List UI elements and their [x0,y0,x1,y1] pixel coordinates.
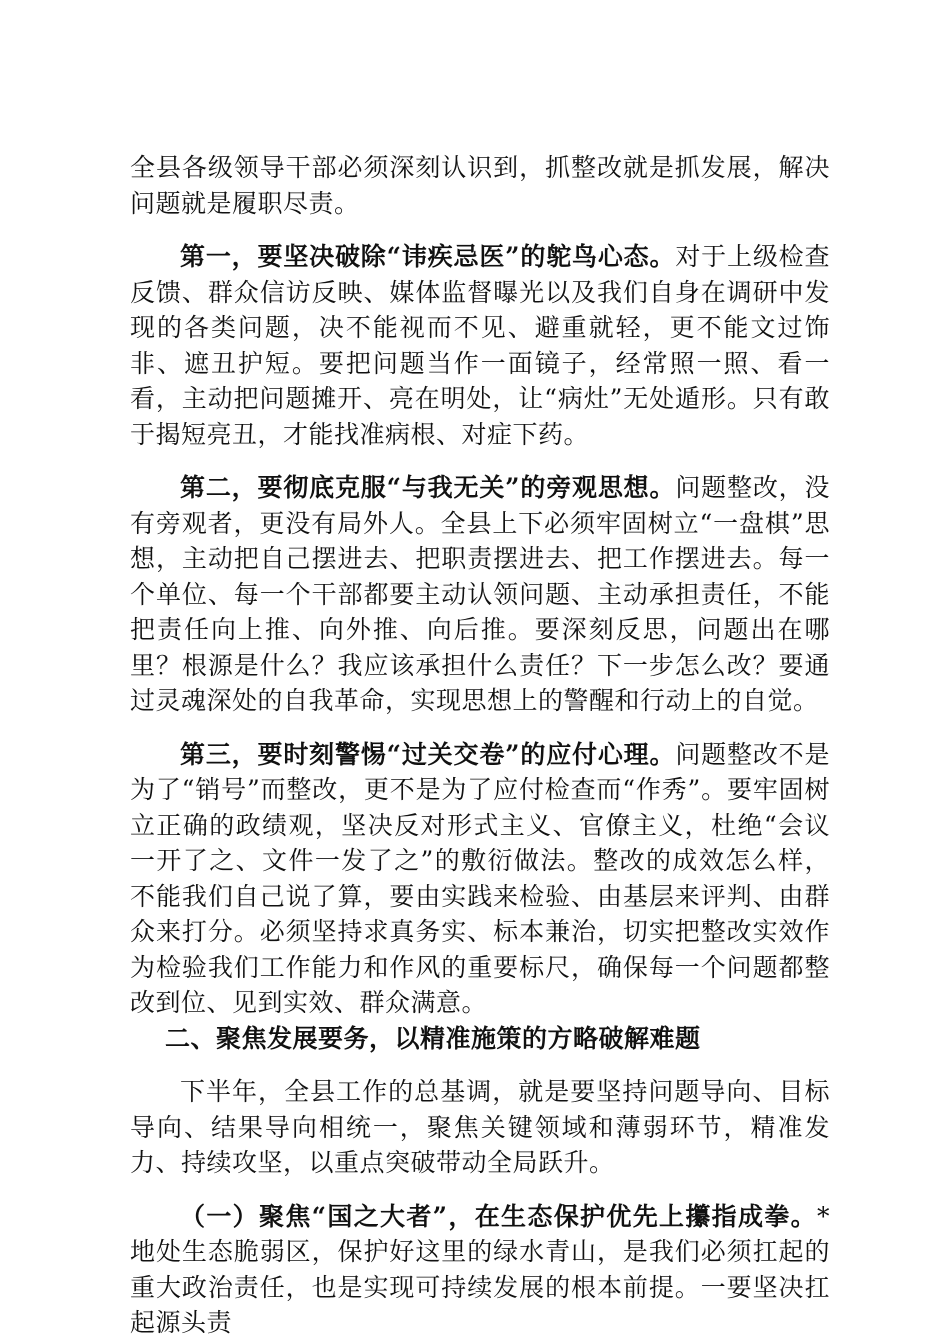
paragraph-second-lead: 第二，要彻底克服“与我无关”的旁观思想。 [180,473,676,502]
document-page [130,150,830,1341]
paragraph-fifth-lead: （一）聚焦“国之大者”，在生态保护优先上攥指成拳。 [180,1201,817,1231]
paragraph-second-body: 问题整改，没有旁观者，更没有局外人。全县上下必须牢固树立“一盘棋”思想，主动把自己摆进去、把职责摆进去、把工作摆进去。每一个单位、每一个干部都要主动认领问题、主动承担责任，不能把责任向上推、向外推、向后推。要深刻反思，问题出在哪里？根源是什么？我应该承担什么责任？下一步怎么改？要通过灵魂深处的自我革命，实现思想上的警醒和行动上的自觉。 [130,473,830,715]
paragraph-third-lead: 第三，要时刻警惕“过关交卷”的应付心理。 [180,739,676,769]
section-heading-two: 二、聚焦发展要务，以精准施策的方略破解难题 [165,1023,701,1053]
paragraph-fourth: 下半年，全县工作的总基调，就是要坚持问题导向、目标导向、结果导向相统一，聚焦关键领域和薄弱环节，精准发力、持续攻坚，以重点突破带动全局跃升。 [130,1077,830,1177]
paragraph-first [130,239,830,452]
paragraph-intro: 全县各级领导干部必须深刻认识到，抓整改就是抓发展，解决问题就是履职尽责。 [130,153,830,218]
paragraph-third-body: 问题整改不是为了“销号”而整改，更不是为了应付检查而“作秀”。要牢固树立正确的政绩观，坚决反对形式主义、官僚主义，杜绝“会议一开了之、文件一发了之”的敷衍做法。整改的成效怎么样，不能我们自己说了算，要由实践来检验、由基层来评判、由群众来打分。必须坚持求真务实、标本兼治，切实把整改实效作为检验我们工作能力和作风的重要标尺，确保每一个问题都整改到位、见到实效、群众满意。 [130,739,830,1017]
paragraph-fifth [130,1199,830,1341]
paragraph-second [130,470,830,719]
paragraph-fifth-body: *地处生态脆弱区，保护好这里的绿水青山，是我们必须扛起的重大政治责任，也是实现可持续发展的根本前提。一要坚决扛起源头责 [130,1201,830,1337]
paragraph-first-lead: 第一，要坚决破除“讳疾忌医”的鸵鸟心态。 [180,242,676,271]
paragraph-first-body: 对于上级检查反馈、群众信访反映、媒体监督曝光以及我们自身在调研中发现的各类问题，决不能视而不见、避重就轻，更不能文过饰非、遮丑护短。要把问题当作一面镜子，经常照一照、看一看，主动把问题摊开、亮在明处，让“病灶”无处遁形。只有敢于揭短亮丑，才能找准病根、对症下药。 [130,242,830,449]
paragraph-third [130,737,830,1021]
